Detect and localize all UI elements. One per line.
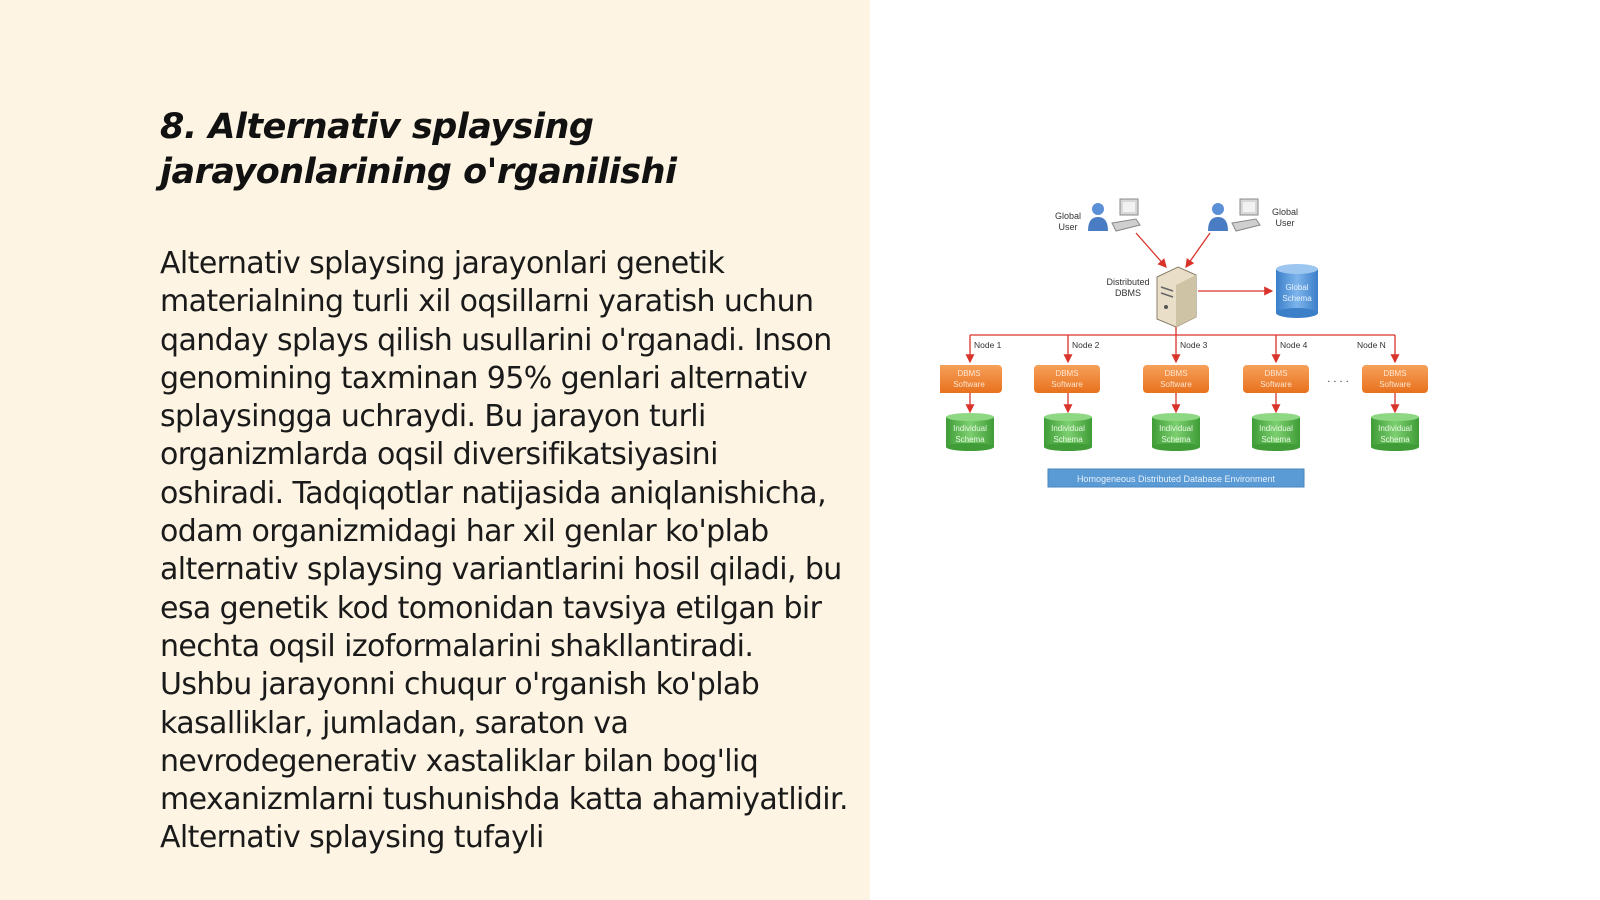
computer-icon xyxy=(1112,199,1140,231)
svg-text:Individual: Individual xyxy=(1051,424,1085,433)
distributed-dbms xyxy=(1106,267,1196,327)
user-icon xyxy=(1208,203,1228,231)
svg-text:Software: Software xyxy=(1379,380,1411,389)
svg-text:Individual: Individual xyxy=(1159,424,1193,433)
global-user-left-label-1: Global xyxy=(1054,211,1082,221)
svg-text:DBMS: DBMS xyxy=(1264,369,1288,378)
slide-body-text: Alternativ splaysing jarayonlari genetik materialning turli xil oqsillarni yaratish uchun qanday splays qilish usullarini o'rganadi. Inson genomining taxminan 95% genlari alternativ splaysingga uchraydi. Bu jarayon turli organizmlarda oqsil diversifikatsiyasini oshiradi. Tadqiqotlar natijasida aniqlanishicha, odam organizmidagi har xil genlar ko'plab alternativ splaysing variantlarini hosil qiladi, bu esa genetik kod tomonidan tavsiya etilgan bir nechta oqsil izoformalarini shakllantiradi. Ushbu jarayonni chuqur o'rganish ko'plab kasalliklar, jumladan, saraton va nevrodegenerativ xastaliklar bilan bog'liq mexanizmlarni tushunishda katta ahamiyatlidir. Alternativ splaysing tufayli xyxy=(160,246,848,856)
node-label: Node 3 xyxy=(1180,340,1208,350)
global-schema-label-1: Global xyxy=(1285,283,1309,292)
diagram-caption xyxy=(1048,469,1304,487)
global-user-left-label-2: User xyxy=(1058,222,1078,232)
svg-text:Individual: Individual xyxy=(953,424,987,433)
svg-text:DBMS: DBMS xyxy=(1383,369,1407,378)
server-icon xyxy=(1157,267,1196,327)
global-user-right xyxy=(1208,199,1298,231)
diagram-caption-text: Homogeneous Distributed Database Environment xyxy=(1076,474,1276,484)
computer-icon xyxy=(1232,199,1260,231)
global-schema xyxy=(1276,264,1318,318)
svg-text:DBMS: DBMS xyxy=(957,369,981,378)
node-1 xyxy=(940,335,1002,451)
global-schema-label-2: Schema xyxy=(1282,294,1312,303)
user-icon xyxy=(1088,203,1108,231)
svg-text:Individual: Individual xyxy=(1378,424,1412,433)
svg-text:Schema: Schema xyxy=(955,435,985,444)
global-user-left xyxy=(1055,199,1140,232)
distributed-database-diagram xyxy=(940,195,1460,495)
svg-text:Software: Software xyxy=(1260,380,1292,389)
node-label: Node N xyxy=(1357,340,1386,350)
node-4 xyxy=(1243,335,1309,451)
svg-text:Individual: Individual xyxy=(1259,424,1293,433)
node-2 xyxy=(1034,335,1100,451)
node-label: Node 4 xyxy=(1280,340,1308,350)
svg-text:Software: Software xyxy=(1160,380,1192,389)
distributed-dbms-label-1: Distributed xyxy=(1106,277,1150,287)
node-n xyxy=(1357,335,1428,451)
arrow-user-left-to-dbms xyxy=(1136,233,1166,267)
node-ellipsis: . . . . xyxy=(1327,373,1349,385)
svg-text:Schema: Schema xyxy=(1261,435,1291,444)
svg-text:Software: Software xyxy=(1051,380,1083,389)
svg-text:Schema: Schema xyxy=(1053,435,1083,444)
distributed-dbms-label-2: DBMS xyxy=(1114,288,1142,298)
svg-text:DBMS: DBMS xyxy=(1055,369,1079,378)
arrow-user-right-to-dbms xyxy=(1186,233,1210,267)
svg-text:Software: Software xyxy=(953,380,985,389)
global-user-right-label-2: User xyxy=(1275,218,1295,228)
svg-text:Schema: Schema xyxy=(1380,435,1410,444)
node-label: Node 1 xyxy=(974,340,1002,350)
svg-text:DBMS: DBMS xyxy=(1164,369,1188,378)
node-label: Node 2 xyxy=(1072,340,1100,350)
slide-title: 8. Alternativ splaysing jarayonlarining o'rganilishi xyxy=(160,107,677,192)
global-user-right-label-1: Global xyxy=(1271,207,1299,217)
svg-text:Schema: Schema xyxy=(1161,435,1191,444)
